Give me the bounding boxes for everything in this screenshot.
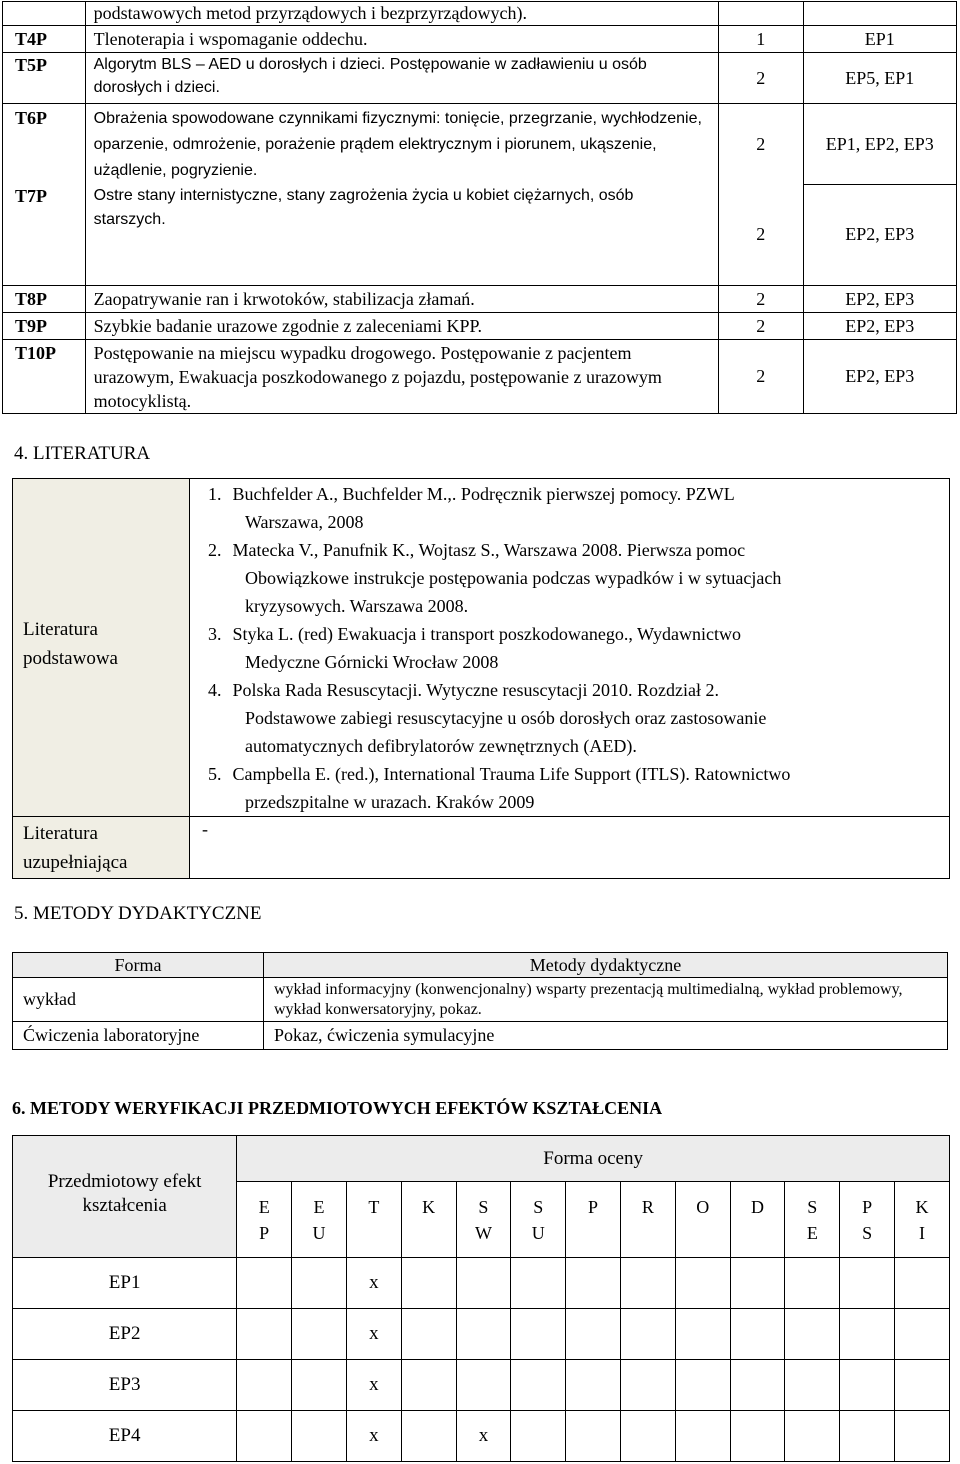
assessment-mark: x (456, 1411, 511, 1462)
column-letter: E (258, 1196, 270, 1217)
assessment-column-header (401, 1182, 456, 1258)
column-header-effect: Przedmiotowy efekt kształcenia (13, 1136, 237, 1258)
column-letter: S (807, 1196, 818, 1217)
effect-code: EP1 (13, 1258, 237, 1309)
method-description: Pokaz, ćwiczenia symulacyjne (264, 1022, 948, 1050)
column-letter (621, 1220, 675, 1246)
column-letter: U (312, 1222, 326, 1243)
assessment-mark (895, 1309, 950, 1360)
table-row (13, 1309, 950, 1360)
assessment-mark (237, 1360, 292, 1411)
reference-text: Buchfelder A., Buchfelder M.,. Podręcznik pierwszej pomocy. PZWL (228, 484, 735, 504)
reference-text-continued: Podstawowe zabiegi resuscytacyjne u osób dorosłych oraz zastosowanie (245, 708, 767, 728)
effect-code: EP2 (13, 1309, 237, 1360)
reference-number: 4. (208, 680, 222, 700)
topic-code: T5P (3, 53, 86, 104)
effect-code: EP3 (13, 1360, 237, 1411)
table-row (13, 1360, 950, 1411)
topic-description: Postępowanie na miejscu wypadku drogowego. Postępowanie z pacjentem urazowym, Ewakuacja poszkodowanego z pojazdu, postępowanie z urazowym motocyklistą. (85, 339, 718, 413)
column-letter: E (806, 1222, 818, 1243)
assessment-mark (456, 1309, 511, 1360)
column-letter: E (313, 1196, 325, 1217)
column-letter: S (478, 1196, 489, 1217)
literature-table (12, 478, 950, 879)
assessment-column-header (346, 1182, 401, 1258)
reference-item (208, 676, 949, 760)
assessment-mark (675, 1309, 730, 1360)
column-letter: T (368, 1196, 380, 1217)
reference-text-continued: Obowiązkowe instrukcje postępowania podczas wypadków i w sytuacjach (245, 568, 782, 588)
reference-text: Matecka V., Panufnik K., Wojtasz S., Warszawa 2008. Pierwsza pomoc (228, 540, 746, 560)
topic-hours: 2 (718, 184, 803, 285)
assessment-mark (292, 1360, 347, 1411)
table-row (3, 26, 957, 53)
methods-table (12, 952, 948, 1050)
column-letter: K (422, 1196, 436, 1217)
table-row (13, 1411, 950, 1462)
verification-heading: 6. METODY WERYFIKACJI PRZEDMIOTOWYCH EFEKTÓW KSZTAŁCENIA (12, 1098, 663, 1118)
assessment-mark (401, 1360, 456, 1411)
assessment-column-header (620, 1182, 675, 1258)
assessment-mark (401, 1258, 456, 1309)
assessment-mark: x (346, 1309, 401, 1360)
table-row (13, 953, 948, 978)
assessment-mark (840, 1258, 895, 1309)
basic-literature-label: Literatura podstawowa (13, 479, 190, 817)
column-letter: D (751, 1196, 764, 1217)
column-letter: S (862, 1222, 873, 1243)
assessment-mark (237, 1258, 292, 1309)
assessment-mark (675, 1360, 730, 1411)
assessment-mark: x (346, 1258, 401, 1309)
reference-text: Campbella E. (red.), International Trauma Life Support (ITLS). Ratownictwo (228, 764, 791, 784)
topic-hours: 2 (718, 312, 803, 339)
assessment-mark (401, 1411, 456, 1462)
column-letter: I (919, 1222, 926, 1243)
table-row (3, 339, 957, 413)
assessment-mark (456, 1258, 511, 1309)
supplementary-literature-value: - (190, 817, 950, 879)
column-letter: S (533, 1196, 544, 1217)
assessment-mark (566, 1258, 621, 1309)
assessment-mark (511, 1309, 566, 1360)
topic-description: Zaopatrywanie ran i krwotoków, stabilizacja złamań. (85, 285, 718, 312)
assessment-column-header (456, 1182, 511, 1258)
assessment-mark (620, 1411, 675, 1462)
topic-effects (803, 2, 957, 26)
reference-item (208, 536, 949, 620)
assessment-column-header (675, 1182, 730, 1258)
topic-description: Ostre stany internistyczne, stany zagrożenia życia u kobiet ciężarnych, osób starszych. (85, 184, 718, 285)
topic-effects: EP1, EP2, EP3 (803, 104, 957, 185)
assessment-mark (292, 1411, 347, 1462)
table-row (13, 817, 950, 879)
reference-text-continued: przedszpitalne w urazach. Kraków 2009 (245, 792, 535, 812)
reference-text-continued: kryzysowych. Warszawa 2008. (245, 596, 469, 616)
reference-text-continued: Medyczne Górnicki Wrocław 2008 (245, 652, 499, 672)
method-description: wykład informacyjny (konwencjonalny) wsparty prezentacją multimedialną, wykład problemowy, wykład konwersatoryjny, pokaz. (264, 978, 948, 1022)
column-letter: P (862, 1196, 873, 1217)
method-form: wykład (13, 978, 264, 1022)
assessment-mark (292, 1258, 347, 1309)
assessment-mark (675, 1411, 730, 1462)
topic-effects: EP2, EP3 (803, 285, 957, 312)
reference-text-continued: Warszawa, 2008 (245, 512, 364, 532)
column-header-methods: Metody dydaktyczne (264, 953, 948, 978)
topic-code: T7P (3, 184, 86, 285)
column-letter (347, 1220, 401, 1246)
table-row (3, 285, 957, 312)
reference-item (208, 480, 949, 536)
assessment-column-header (730, 1182, 785, 1258)
topic-code: T4P (3, 26, 86, 53)
topic-effects: EP2, EP3 (803, 184, 957, 285)
assessment-column-header (566, 1182, 621, 1258)
table-row (13, 1136, 950, 1182)
reference-item (208, 620, 949, 676)
table-row (3, 104, 957, 185)
topic-description: Tlenoterapia i wspomaganie oddechu. (85, 26, 718, 53)
assessment-mark (511, 1360, 566, 1411)
basic-literature-list (190, 479, 950, 817)
topic-code (3, 2, 86, 26)
reference-item (208, 760, 949, 816)
assessment-column-header (895, 1182, 950, 1258)
topic-description: Obrażenia spowodowane czynnikami fizycznymi: tonięcie, przegrzanie, wychłodzenie, oparzenie, odmrożenie, porażenie prądem elektrycznym i piorunem, ukąszenie, użądlenie, pogryzienie. (85, 104, 718, 185)
column-letter (402, 1220, 456, 1246)
topic-hours: 1 (718, 26, 803, 53)
column-letter: R (641, 1196, 654, 1217)
topic-description: Algorytm BLS – AED u dorosłych i dzieci. Postępowanie w zadławieniu u osób dorosłych i dzieci. (85, 53, 718, 104)
assessment-mark (566, 1360, 621, 1411)
methods-heading: 5. METODY DYDAKTYCZNE (14, 903, 262, 924)
topic-code: T8P (3, 285, 86, 312)
assessment-column-header (237, 1182, 292, 1258)
table-row (3, 312, 957, 339)
assessment-mark (785, 1360, 840, 1411)
assessment-column-header (785, 1182, 840, 1258)
assessment-mark (730, 1309, 785, 1360)
assessment-mark (840, 1360, 895, 1411)
topic-effects: EP2, EP3 (803, 339, 957, 413)
assessment-column-header (292, 1182, 347, 1258)
topic-hours (718, 2, 803, 26)
assessment-mark (292, 1309, 347, 1360)
assessment-mark (620, 1360, 675, 1411)
column-letter (731, 1220, 785, 1246)
column-letter: P (259, 1222, 270, 1243)
assessment-column-header (511, 1182, 566, 1258)
column-letter (566, 1220, 620, 1246)
assessment-mark (566, 1411, 621, 1462)
table-row (13, 1022, 948, 1050)
topic-hours: 2 (718, 53, 803, 104)
column-letter: K (915, 1196, 929, 1217)
verification-table (12, 1135, 950, 1462)
reference-text: Polska Rada Resuscytacji. Wytyczne resuscytacji 2010. Rozdział 2. (228, 680, 719, 700)
reference-text-continued: automatycznych defibrylatorów zewnętrznych (AED). (245, 736, 637, 756)
column-letter (676, 1220, 730, 1246)
table-row (3, 2, 957, 26)
topic-hours: 2 (718, 285, 803, 312)
column-letter: O (696, 1196, 710, 1217)
topic-effects: EP2, EP3 (803, 312, 957, 339)
table-row (3, 53, 957, 104)
assessment-mark (511, 1258, 566, 1309)
assessment-mark (566, 1309, 621, 1360)
topic-effects: EP5, EP1 (803, 53, 957, 104)
reference-number: 3. (208, 624, 222, 644)
assessment-mark (730, 1360, 785, 1411)
reference-number: 2. (208, 540, 222, 560)
reference-text: Styka L. (red) Ewakuacja i transport poszkodowanego., Wydawnictwo (228, 624, 741, 644)
assessment-mark (620, 1309, 675, 1360)
topic-description: podstawowych metod przyrządowych i bezprzyrządowych). (85, 2, 718, 26)
assessment-mark (730, 1258, 785, 1309)
supplementary-literature-label: Literatura uzupełniająca (13, 817, 190, 879)
topic-code: T6P (3, 104, 86, 185)
assessment-mark (730, 1411, 785, 1462)
table-row (13, 978, 948, 1022)
column-header-assessment-form: Forma oceny (237, 1136, 950, 1182)
assessment-mark (401, 1309, 456, 1360)
topics-table (2, 1, 957, 414)
column-header-form: Forma (13, 953, 264, 978)
topic-code: T10P (3, 339, 86, 413)
assessment-mark (456, 1360, 511, 1411)
reference-number: 5. (208, 764, 222, 784)
assessment-mark (895, 1258, 950, 1309)
assessment-mark (895, 1411, 950, 1462)
assessment-mark (840, 1309, 895, 1360)
assessment-mark: x (346, 1360, 401, 1411)
table-row (3, 184, 957, 285)
assessment-mark (237, 1411, 292, 1462)
topic-code: T9P (3, 312, 86, 339)
assessment-column-header (840, 1182, 895, 1258)
assessment-mark (785, 1309, 840, 1360)
literature-heading: 4. LITERATURA (14, 443, 151, 464)
topic-effects: EP1 (803, 26, 957, 53)
reference-list (208, 480, 949, 816)
assessment-mark (237, 1309, 292, 1360)
assessment-mark (840, 1411, 895, 1462)
column-letter: W (474, 1222, 492, 1243)
assessment-mark (511, 1411, 566, 1462)
column-letter: U (531, 1222, 545, 1243)
assessment-mark (785, 1258, 840, 1309)
reference-number: 1. (208, 484, 222, 504)
effect-code: EP4 (13, 1411, 237, 1462)
table-row (13, 1258, 950, 1309)
assessment-mark (895, 1360, 950, 1411)
topic-hours: 2 (718, 339, 803, 413)
topic-hours: 2 (718, 104, 803, 185)
table-row (13, 479, 950, 817)
column-letter: P (588, 1196, 599, 1217)
assessment-mark (785, 1411, 840, 1462)
assessment-mark (675, 1258, 730, 1309)
assessment-mark: x (346, 1411, 401, 1462)
assessment-mark (620, 1258, 675, 1309)
method-form: Ćwiczenia laboratoryjne (13, 1022, 264, 1050)
topic-description: Szybkie badanie urazowe zgodnie z zaleceniami KPP. (85, 312, 718, 339)
